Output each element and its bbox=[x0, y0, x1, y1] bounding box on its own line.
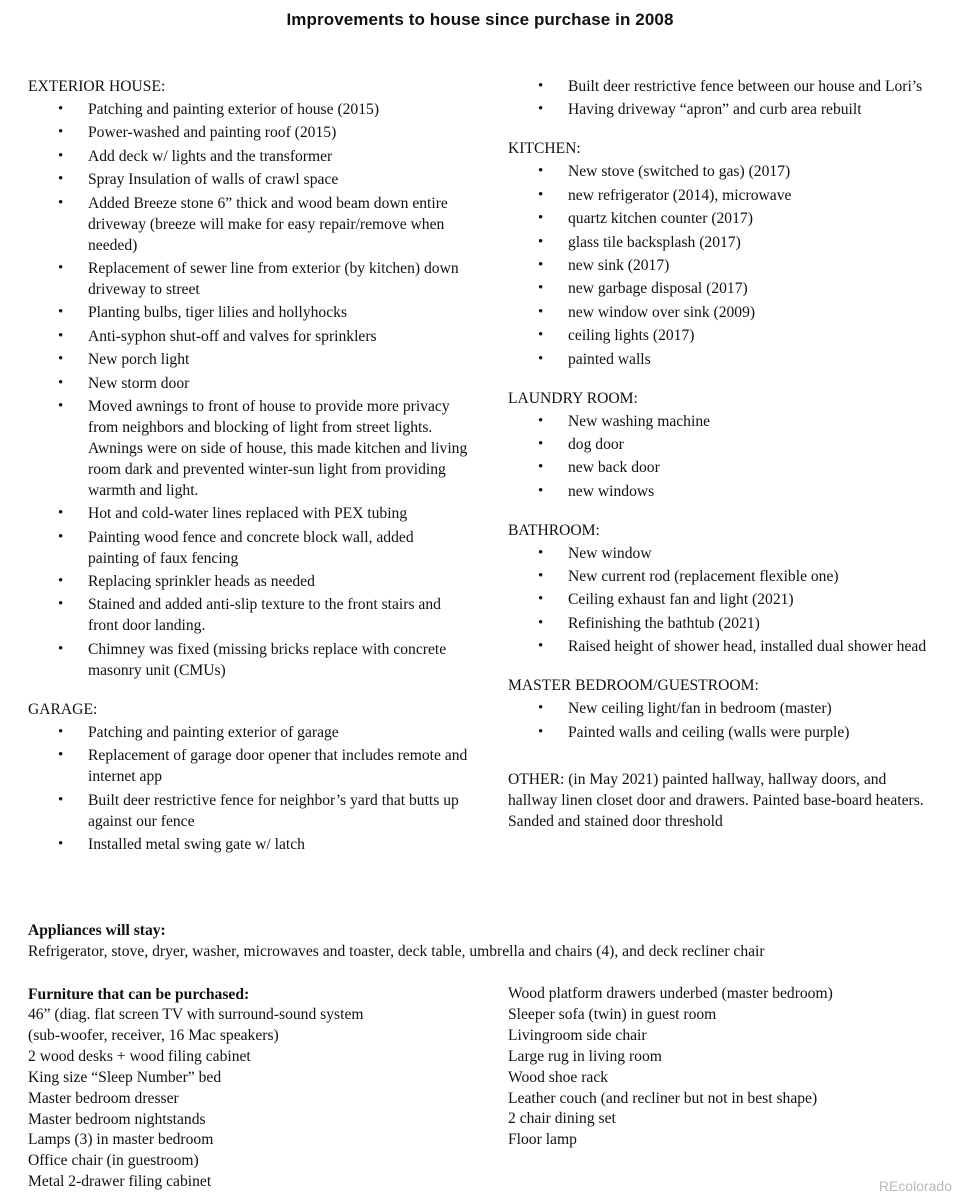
section-heading: LAUNDRY ROOM: bbox=[508, 389, 638, 407]
appliances-heading: Appliances will stay: bbox=[28, 922, 166, 939]
list-item: (sub-woofer, receiver, 16 Mac speakers) bbox=[28, 1026, 279, 1044]
list-item: • Ceiling exhaust fan and light (2021) bbox=[508, 589, 938, 610]
list-item: Office chair (in guestroom) bbox=[28, 1152, 199, 1170]
list-item: 2 chair dining set bbox=[508, 1110, 616, 1128]
appliances-section bbox=[28, 920, 948, 962]
section-garage bbox=[28, 699, 468, 855]
section-bathroom bbox=[508, 520, 938, 658]
list-item: • dog door bbox=[508, 434, 938, 455]
kitchen-list bbox=[508, 161, 938, 369]
page-title: Improvements to house since purchase in 2008 bbox=[286, 10, 674, 29]
list-item: • Spray Insulation of walls of crawl space bbox=[28, 169, 468, 190]
list-item: • Add deck w/ lights and the transformer bbox=[28, 146, 468, 167]
appliances-text: Refrigerator, stove, dryer, washer, microwaves and toaster, deck table, umbrella and chairs (4), and deck recliner chair bbox=[28, 943, 765, 960]
section-exterior-house bbox=[28, 76, 468, 681]
furniture-left-list bbox=[28, 1005, 468, 1193]
list-item: • Patching and painting exterior of garage bbox=[28, 722, 468, 743]
list-item: • Stained and added anti-slip texture to the front stairs and front door landing. bbox=[28, 594, 468, 636]
garage-list bbox=[28, 722, 468, 855]
right-column bbox=[508, 76, 938, 832]
list-item: • Painted walls and ceiling (walls were purple) bbox=[508, 722, 938, 743]
list-item: • Power-washed and painting roof (2015) bbox=[28, 122, 468, 143]
list-item: Master bedroom dresser bbox=[28, 1089, 179, 1107]
list-item: Wood shoe rack bbox=[508, 1068, 609, 1086]
list-item: • New storm door bbox=[28, 373, 468, 394]
list-item: • quartz kitchen counter (2017) bbox=[508, 208, 938, 229]
list-item: Lamps (3) in master bedroom bbox=[28, 1131, 214, 1149]
laundry-list bbox=[508, 411, 938, 502]
list-item: • Replacement of garage door opener that includes remote and internet app bbox=[28, 745, 468, 787]
list-item: • Planting bulbs, tiger lilies and hollyhocks bbox=[28, 302, 468, 323]
watermark-text: REcolorado bbox=[878, 1178, 952, 1194]
section-kitchen bbox=[508, 138, 938, 369]
list-item: King size “Sleep Number” bed bbox=[28, 1068, 222, 1086]
list-item: • Moved awnings to front of house to provide more privacy from neighbors and blocking of light from street lights. Awnings were on side of house, this made kitchen and living room dark and prevented winter-sun light from providing warmth and light. bbox=[28, 396, 468, 501]
other-paragraph: OTHER: (in May 2021) painted hallway, hallway doors, and hallway linen closet door and drawers. Painted base-board heaters. Sanded and stained door threshold bbox=[508, 770, 924, 830]
list-item: Livingroom side chair bbox=[508, 1026, 647, 1044]
master-bedroom-list bbox=[508, 698, 938, 742]
list-item: Large rug in living room bbox=[508, 1047, 662, 1065]
section-garage-continued bbox=[508, 76, 938, 120]
list-item: • Built deer restrictive fence between our house and Lori’s bbox=[508, 76, 938, 97]
list-item: • Having driveway “apron” and curb area rebuilt bbox=[508, 99, 938, 120]
list-item: • New stove (switched to gas) (2017) bbox=[508, 161, 938, 182]
list-item: • new window over sink (2009) bbox=[508, 302, 938, 323]
list-item: • Added Breeze stone 6” thick and wood beam down entire driveway (breeze will make for easy repair/remove when needed) bbox=[28, 193, 468, 256]
list-item: • Replacement of sewer line from exterior (by kitchen) down driveway to street bbox=[28, 258, 468, 300]
list-item: • Raised height of shower head, installed dual shower head bbox=[508, 636, 938, 657]
section-heading: EXTERIOR HOUSE: bbox=[28, 78, 166, 95]
list-item: • Patching and painting exterior of house (2015) bbox=[28, 99, 468, 120]
section-heading: KITCHEN: bbox=[508, 140, 581, 158]
exterior-list bbox=[28, 99, 468, 681]
list-item: • glass tile backsplash (2017) bbox=[508, 232, 938, 253]
list-item: • Replacing sprinkler heads as needed bbox=[28, 571, 468, 592]
section-laundry-room bbox=[508, 388, 938, 502]
list-item: Leather couch (and recliner but not in best shape) bbox=[508, 1089, 818, 1107]
bathroom-list bbox=[508, 543, 938, 658]
list-item: • New porch light bbox=[28, 349, 468, 370]
list-item: • Anti-syphon shut-off and valves for sprinklers bbox=[28, 326, 468, 347]
list-item: • new garbage disposal (2017) bbox=[508, 278, 938, 299]
list-item: 2 wood desks + wood filing cabinet bbox=[28, 1047, 251, 1065]
furniture-heading: Furniture that can be purchased: bbox=[28, 986, 250, 1003]
section-heading: MASTER BEDROOM/GUESTROOM: bbox=[508, 677, 759, 695]
list-item: Sleeper sofa (twin) in guest room bbox=[508, 1005, 717, 1023]
list-item: • Hot and cold-water lines replaced with PEX tubing bbox=[28, 503, 468, 524]
list-item: • New ceiling light/fan in bedroom (master) bbox=[508, 698, 938, 719]
list-item: • New window bbox=[508, 543, 938, 564]
list-item: • painted walls bbox=[508, 349, 938, 370]
list-item: • new windows bbox=[508, 481, 938, 502]
section-heading: GARAGE: bbox=[28, 700, 98, 718]
list-item: • Refinishing the bathtub (2021) bbox=[508, 613, 938, 634]
list-item: • new back door bbox=[508, 457, 938, 478]
list-item: • New washing machine bbox=[508, 411, 938, 432]
section-master-bedroom bbox=[508, 675, 938, 742]
list-item: • Chimney was fixed (missing bricks replace with concrete masonry unit (CMUs) bbox=[28, 639, 468, 681]
list-item: • New current rod (replacement flexible one) bbox=[508, 566, 938, 587]
list-item: • Installed metal swing gate w/ latch bbox=[28, 834, 468, 855]
list-item: • new sink (2017) bbox=[508, 255, 938, 276]
list-item: 46” (diag. flat screen TV with surround-sound system bbox=[28, 1006, 364, 1023]
left-column bbox=[28, 76, 468, 873]
list-item: Wood platform drawers underbed (master bedroom) bbox=[508, 985, 833, 1002]
list-item: • Built deer restrictive fence for neighbor’s yard that butts up against our fence bbox=[28, 790, 468, 832]
list-item: • new refrigerator (2014), microwave bbox=[508, 185, 938, 206]
garage-continued-list bbox=[508, 76, 938, 120]
list-item: • ceiling lights (2017) bbox=[508, 325, 938, 346]
furniture-right-list bbox=[508, 984, 938, 1151]
list-item: Master bedroom nightstands bbox=[28, 1110, 206, 1128]
list-item: Metal 2-drawer filing cabinet bbox=[28, 1173, 212, 1191]
section-heading: BATHROOM: bbox=[508, 521, 600, 539]
list-item: • Painting wood fence and concrete block wall, added painting of faux fencing bbox=[28, 527, 468, 569]
list-item: Floor lamp bbox=[508, 1131, 577, 1149]
